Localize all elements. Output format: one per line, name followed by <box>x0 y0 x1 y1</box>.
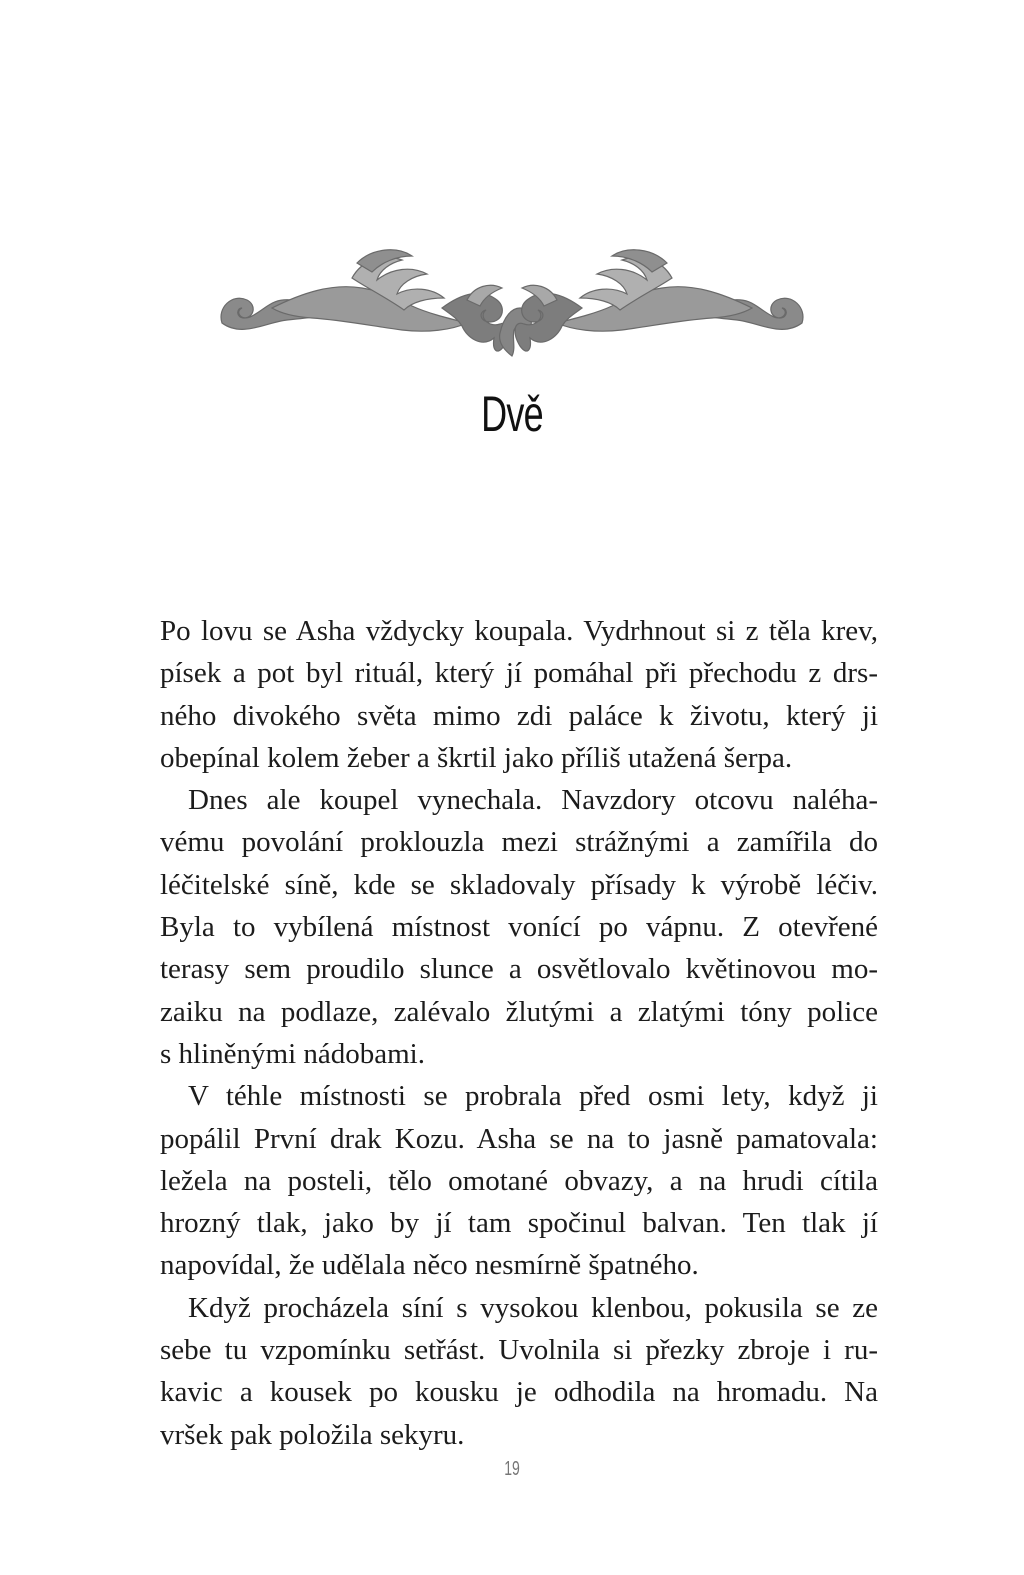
ornament-icon <box>212 238 812 368</box>
text-line: Dnes ale koupel vynechala. Navzdory otcovu naléha- <box>188 784 878 817</box>
text-line: napovídal, že udělala něco nesmírně špatného. <box>160 1249 699 1282</box>
text-line: V téhle místnosti se probrala před osmi lety, když ji <box>188 1080 878 1113</box>
text-line: Po lovu se Asha vždycky koupala. Vydrhnout si z těla krev, <box>160 615 878 647</box>
text-line: Byla to vybílená místnost vonící po vápnu. Z otevřené <box>160 911 878 944</box>
text-line: terasy sem proudilo slunce a osvětlovalo květinovou mo- <box>160 953 878 986</box>
text-line: Když procházela síní s vysokou klenbou, pokusila se ze <box>188 1291 878 1324</box>
text-line: sebe tu vzpomínku setřást. Uvolnila si přezky zbroje i ru- <box>160 1334 878 1367</box>
text-line: popálil První drak Kozu. Asha se na to jasně pamatovala: <box>160 1122 878 1155</box>
text-line: písek a pot byl rituál, který jí pomáhal při přechodu z drs- <box>160 657 878 690</box>
text-line: s hliněnými nádobami. <box>160 1037 425 1070</box>
text-line: obepínal kolem žeber a škrtil jako příliš utažená šerpa. <box>160 741 793 774</box>
text-line: vému povolání proklouzla mezi strážnými a zamířila do <box>160 826 878 859</box>
page-number: 19 <box>504 1458 520 1480</box>
text-line: ného divokého světa mimo zdi paláce k životu, který ji <box>160 699 878 732</box>
text-line: zaiku na podlaze, zalévalo žlutými a zlatými tóny police <box>160 995 878 1028</box>
chapter-title: Dvě <box>481 386 543 442</box>
text-line: kavic a kousek po kousku je odhodila na hromadu. Na <box>160 1376 878 1409</box>
text-line: ležela na posteli, tělo omotané obvazy, a na hrudi cítila <box>160 1164 878 1197</box>
text-line: léčitelské síně, kde se skladovaly přísady k výrobě léčiv. <box>160 868 878 901</box>
text-line: hrozný tlak, jako by jí tam spočinul balvan. Ten tlak jí <box>160 1207 878 1240</box>
text-line: vršek pak položila sekyru. <box>160 1418 465 1451</box>
body-text <box>160 610 878 1456</box>
